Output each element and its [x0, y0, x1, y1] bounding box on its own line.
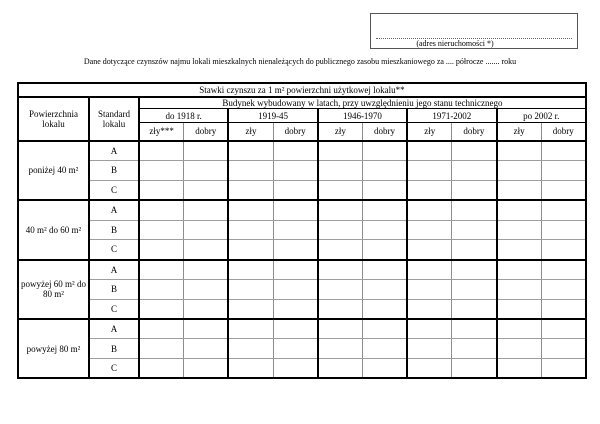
rate-cell — [273, 180, 318, 200]
header-year-group: po 2002 r. — [497, 109, 586, 123]
rate-cell — [273, 240, 318, 260]
rate-cell — [362, 161, 407, 181]
rate-cell — [452, 180, 497, 200]
rate-cell — [407, 359, 452, 379]
rate-cell — [318, 319, 363, 339]
rate-cell — [407, 279, 452, 299]
header-condition: dobry — [362, 123, 407, 141]
rate-cell — [228, 220, 273, 240]
rate-cell — [228, 339, 273, 359]
rate-cell — [184, 180, 229, 200]
rate-cell — [228, 200, 273, 220]
standard-label: C — [89, 359, 139, 379]
area-label: powyżej 60 m² do 80 m² — [18, 260, 89, 319]
rate-cell — [541, 260, 586, 280]
rate-cell — [318, 200, 363, 220]
rate-cell — [452, 200, 497, 220]
rate-cell — [318, 260, 363, 280]
rate-cell — [318, 299, 363, 319]
standard-label: A — [89, 141, 139, 161]
rate-cell — [452, 339, 497, 359]
rate-cell — [273, 279, 318, 299]
rate-cell — [541, 220, 586, 240]
rate-cell — [139, 161, 184, 181]
rate-cell — [139, 180, 184, 200]
rate-cell — [184, 200, 229, 220]
rate-cell — [273, 339, 318, 359]
rate-cell — [497, 339, 542, 359]
rate-cell — [318, 141, 363, 161]
rate-cell — [184, 359, 229, 379]
rate-cell — [497, 200, 542, 220]
rate-cell — [184, 279, 229, 299]
rate-cell — [139, 319, 184, 339]
header-condition: zły — [497, 123, 542, 141]
rate-cell — [228, 359, 273, 379]
standard-label: B — [89, 161, 139, 181]
standard-label: B — [89, 220, 139, 240]
rate-cell — [318, 240, 363, 260]
rate-cell — [273, 299, 318, 319]
rate-cell — [273, 220, 318, 240]
rate-cell — [184, 260, 229, 280]
rate-cell — [407, 260, 452, 280]
rate-cell — [452, 161, 497, 181]
area-label: 40 m² do 60 m² — [18, 200, 89, 259]
rate-cell — [228, 240, 273, 260]
rate-cell — [273, 200, 318, 220]
rate-cell — [452, 220, 497, 240]
rate-cell — [273, 319, 318, 339]
rate-cell — [541, 200, 586, 220]
header-condition: zły — [407, 123, 452, 141]
rate-cell — [497, 260, 542, 280]
rate-cell — [497, 299, 542, 319]
rate-cell — [541, 339, 586, 359]
rate-cell — [273, 161, 318, 181]
rate-cell — [362, 319, 407, 339]
rate-cell — [228, 180, 273, 200]
rate-cell — [407, 339, 452, 359]
rate-cell — [452, 299, 497, 319]
rate-cell — [139, 220, 184, 240]
rate-cell — [452, 279, 497, 299]
header-condition: dobry — [273, 123, 318, 141]
rate-cell — [362, 240, 407, 260]
rate-cell — [407, 220, 452, 240]
standard-label: C — [89, 299, 139, 319]
rate-cell — [139, 260, 184, 280]
header-year-group: 1919-45 — [228, 109, 317, 123]
rate-cell — [497, 240, 542, 260]
rate-cell — [139, 279, 184, 299]
rate-cell — [362, 200, 407, 220]
rate-cell — [407, 161, 452, 181]
rate-cell — [407, 141, 452, 161]
rate-cell — [184, 141, 229, 161]
rate-cell — [318, 220, 363, 240]
area-label: powyżej 80 m² — [18, 319, 89, 378]
header-condition: dobry — [452, 123, 497, 141]
rate-cell — [362, 299, 407, 319]
rate-cell — [228, 279, 273, 299]
rate-cell — [452, 359, 497, 379]
address-box — [370, 13, 578, 49]
header-condition: zły — [228, 123, 273, 141]
rate-cell — [318, 359, 363, 379]
standard-label: B — [89, 279, 139, 299]
rate-cell — [452, 240, 497, 260]
rate-cell — [228, 260, 273, 280]
rate-cell — [184, 319, 229, 339]
rate-cell — [139, 200, 184, 220]
rate-cell — [362, 220, 407, 240]
header-year-group: 1971-2002 — [407, 109, 496, 123]
rate-cell — [541, 359, 586, 379]
rate-cell — [541, 299, 586, 319]
header-condition: zły — [318, 123, 363, 141]
standard-label: A — [89, 200, 139, 220]
rate-cell — [497, 319, 542, 339]
rate-cell — [139, 359, 184, 379]
rate-cell — [318, 339, 363, 359]
rent-rates-table — [17, 82, 587, 379]
rate-cell — [362, 141, 407, 161]
header-year-group: 1946-1970 — [318, 109, 407, 123]
rate-cell — [362, 279, 407, 299]
rate-cell — [184, 299, 229, 319]
header-condition: dobry — [184, 123, 229, 141]
area-label: poniżej 40 m² — [18, 141, 89, 200]
standard-label: B — [89, 339, 139, 359]
standard-label: A — [89, 319, 139, 339]
rate-cell — [497, 279, 542, 299]
rate-cell — [184, 161, 229, 181]
rate-cell — [362, 359, 407, 379]
rate-cell — [184, 339, 229, 359]
rate-cell — [407, 180, 452, 200]
rate-cell — [139, 240, 184, 260]
address-caption: (adres nieruchomości *) — [416, 39, 494, 48]
rate-cell — [184, 240, 229, 260]
rate-cell — [497, 161, 542, 181]
rate-cell — [497, 220, 542, 240]
rate-cell — [362, 180, 407, 200]
rate-cell — [541, 180, 586, 200]
rate-cell — [452, 141, 497, 161]
rate-cell — [407, 319, 452, 339]
rate-cell — [228, 161, 273, 181]
rate-cell — [541, 279, 586, 299]
rate-cell — [318, 180, 363, 200]
rate-cell — [318, 279, 363, 299]
rate-cell — [407, 200, 452, 220]
form-note: Dane dotyczące czynszów najmu lokali mieszkalnych nienależących do publicznego zasobu mieszkaniowego za .... półrocze ....... roku — [83, 57, 517, 66]
header-condition: dobry — [541, 123, 586, 141]
header-condition: zły*** — [139, 123, 184, 141]
standard-label: C — [89, 180, 139, 200]
table-title: Stawki czynszu za 1 m² powierzchni użytkowej lokalu** — [18, 83, 586, 97]
rate-cell — [273, 260, 318, 280]
header-powierzchnia: Powierzchnia lokalu — [18, 97, 89, 141]
header-building-years: Budynek wybudowany w latach, przy uwzględnieniu jego stanu technicznego — [139, 97, 586, 109]
rate-cell — [184, 220, 229, 240]
rate-cell — [228, 299, 273, 319]
standard-label: A — [89, 260, 139, 280]
rate-cell — [541, 240, 586, 260]
standard-label: C — [89, 240, 139, 260]
rate-cell — [541, 141, 586, 161]
rate-cell — [228, 141, 273, 161]
rate-cell — [407, 299, 452, 319]
rate-cell — [273, 359, 318, 379]
rate-cell — [452, 319, 497, 339]
rate-cell — [497, 359, 542, 379]
rate-cell — [541, 161, 586, 181]
rate-cell — [139, 299, 184, 319]
rate-cell — [407, 240, 452, 260]
rate-cell — [318, 161, 363, 181]
rate-cell — [273, 141, 318, 161]
header-year-group: do 1918 r. — [139, 109, 228, 123]
rate-cell — [497, 141, 542, 161]
rate-cell — [228, 319, 273, 339]
rate-cell — [541, 319, 586, 339]
rate-cell — [362, 260, 407, 280]
rate-cell — [497, 180, 542, 200]
rate-cell — [362, 339, 407, 359]
rate-cell — [452, 260, 497, 280]
rate-cell — [139, 339, 184, 359]
rate-cell — [139, 141, 184, 161]
header-standard: Standard lokalu — [89, 97, 139, 141]
